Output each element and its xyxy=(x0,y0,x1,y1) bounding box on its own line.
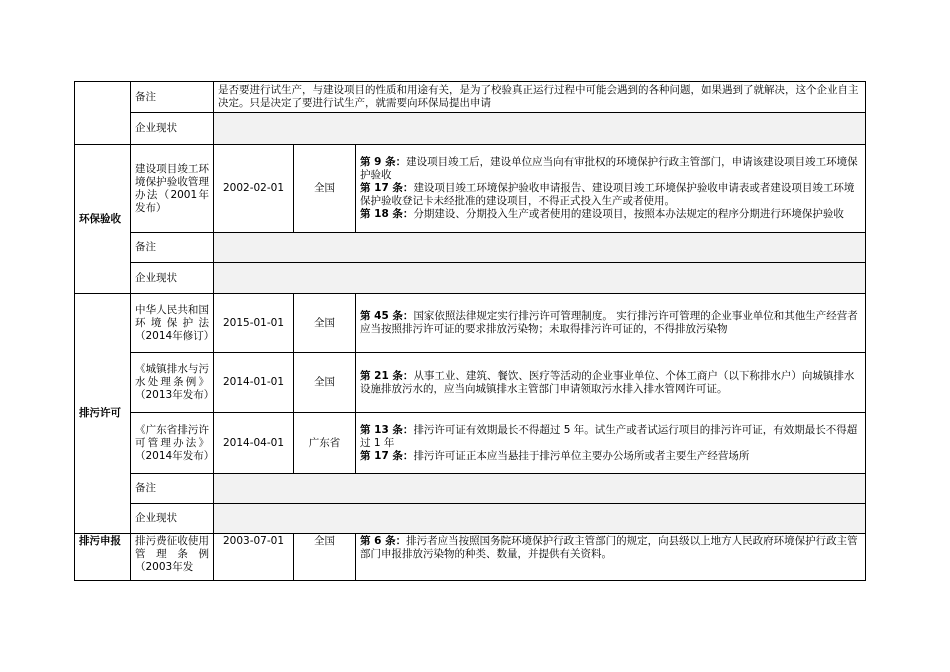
table-row xyxy=(75,534,866,581)
article xyxy=(360,424,861,450)
status-label: 企业现状 xyxy=(131,263,214,294)
article-text: 排污许可证有效期最长不得超过 5 年。试生产或者试运行项目的排污许可证，有效期最长不得超过 1 年 xyxy=(360,423,858,449)
article-number: 第 17 条： xyxy=(360,182,414,194)
article xyxy=(360,450,861,463)
articles-cell xyxy=(356,534,866,581)
remark-label: 备注 xyxy=(131,82,214,113)
status-cell xyxy=(214,504,866,534)
remark-label: 备注 xyxy=(131,233,214,263)
article-number: 第 9 条： xyxy=(360,156,407,168)
article xyxy=(360,370,861,396)
category-declaration: 排污申报 xyxy=(75,534,131,581)
articles-cell xyxy=(356,353,866,413)
effective-date: 2003-07-01 xyxy=(214,534,294,581)
table-row xyxy=(75,413,866,474)
article-text: 排污许可证正本应当悬挂于排污单位主要办公场所或者主要生产经营场所 xyxy=(413,449,750,462)
article-number: 第 17 条： xyxy=(360,449,414,462)
table-row xyxy=(75,353,866,413)
law-name: 《城镇排水与污水处理条例》（2013年发布） xyxy=(131,353,214,413)
table-row xyxy=(75,82,866,113)
effective-date: 2014-04-01 xyxy=(214,413,294,474)
article-number: 第 13 条： xyxy=(360,423,414,436)
table-row xyxy=(75,294,866,353)
table-row xyxy=(75,233,866,263)
status-cell xyxy=(214,263,866,294)
article-text: 排污者应当按照国务院环境保护行政主管部门的规定，向县级以上地方人民政府环境保护行政主管部门申报排放污染物的种类、数量，并提供有关资料。 xyxy=(360,535,858,560)
law-name: 中华人民共和国环境保护法（2014年修订） xyxy=(131,294,214,353)
category-cell-empty xyxy=(75,82,131,145)
article xyxy=(360,535,861,561)
table-row xyxy=(75,263,866,294)
article xyxy=(360,156,861,182)
scope: 广东省 xyxy=(294,413,356,474)
remark-cell xyxy=(214,474,866,504)
article-text: 建设项目竣工环境保护验收申请报告、建设项目竣工环境保护验收申请表或者建设项目竣工环境保护验收登记卡未经批准的建设项目，不得正式投入生产或者使用。 xyxy=(360,182,855,207)
effective-date: 2014-01-01 xyxy=(214,353,294,413)
scope: 全国 xyxy=(294,294,356,353)
remark-text: 是否要进行试生产，与建设项目的性质和用途有关，是为了校验真正运行过程中可能会遇到的各种问题，如果遇到了就解决，这个企业自主决定。只是决定了要进行试生产，就需要向环保局提出申请 xyxy=(214,82,866,113)
article-text: 国家依照法律规定实行排污许可管理制度。 实行排污许可管理的企业事业单位和其他生产经营者应当按照排污许可证的要求排放污染物；未取得排污许可证的，不得排放污染物 xyxy=(360,310,858,335)
articles-cell xyxy=(356,145,866,233)
article-number: 第 21 条： xyxy=(360,369,414,382)
articles-cell xyxy=(356,294,866,353)
category-permit: 排污许可 xyxy=(75,294,131,534)
table-row xyxy=(75,145,866,233)
article-number: 第 18 条： xyxy=(360,208,414,220)
article-number: 第 45 条： xyxy=(360,310,414,322)
remark-label: 备注 xyxy=(131,474,214,504)
table-row xyxy=(75,113,866,145)
scope: 全国 xyxy=(294,353,356,413)
article xyxy=(360,310,861,336)
article xyxy=(360,208,861,221)
article-text: 从事工业、建筑、餐饮、医疗等活动的企业事业单位、个体工商户（以下称排水户）向城镇排水设施排放污水的，应当向城镇排水主管部门申请领取污水排入排水管网许可证。 xyxy=(360,369,855,395)
status-label: 企业现状 xyxy=(131,504,214,534)
article-number: 第 6 条： xyxy=(360,535,407,547)
table-row xyxy=(75,474,866,504)
law-name: 《广东省排污许可管理办法》（2014年发布） xyxy=(131,413,214,474)
table-row xyxy=(75,504,866,534)
article-text: 分期建设、分期投入生产或者使用的建设项目，按照本办法规定的程序分期进行环境保护验收 xyxy=(413,208,844,220)
effective-date: 2002-02-01 xyxy=(214,145,294,233)
status-cell xyxy=(214,113,866,145)
articles-cell xyxy=(356,413,866,474)
article xyxy=(360,182,861,208)
law-name: 排污费征收使用管理条例（2003年发 xyxy=(131,534,214,581)
effective-date: 2015-01-01 xyxy=(214,294,294,353)
scope: 全国 xyxy=(294,145,356,233)
article-text: 建设项目竣工后，建设单位应当向有审批权的环境保护行政主管部门，申请该建设项目竣工环境保护验收 xyxy=(360,156,858,181)
remark-cell xyxy=(214,233,866,263)
law-name: 建设项目竣工环境保护验收管理办法（2001年发布） xyxy=(131,145,214,233)
regulation-table xyxy=(74,81,866,581)
category-acceptance: 环保验收 xyxy=(75,145,131,294)
scope: 全国 xyxy=(294,534,356,581)
status-label: 企业现状 xyxy=(131,113,214,145)
